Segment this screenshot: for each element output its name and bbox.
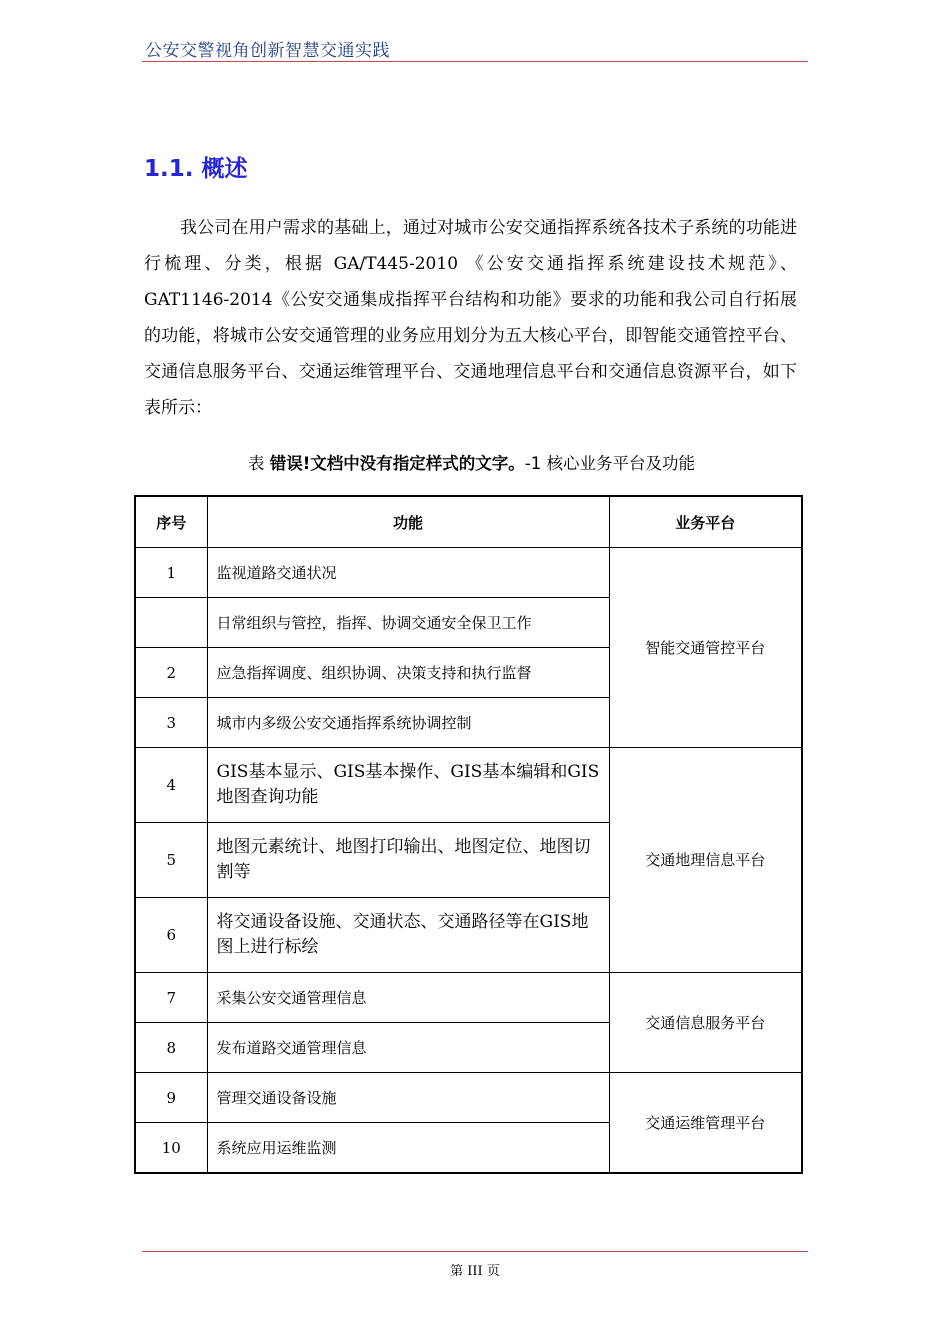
header-function: 功能 <box>207 496 609 548</box>
caption-prefix: 表 <box>248 454 270 473</box>
row-function: 将交通设备设施、交通状态、交通路径等在GIS地图上进行标绘 <box>207 898 609 973</box>
table-header-row <box>135 496 802 548</box>
row-function: 城市内多级公安交通指挥系统协调控制 <box>207 698 609 748</box>
platform-cell: 交通地理信息平台 <box>609 748 802 973</box>
row-index <box>135 598 207 648</box>
caption-error-text: 错误!文档中没有指定样式的文字。 <box>269 454 525 473</box>
platform-cell: 智能交通管控平台 <box>609 548 802 748</box>
row-function: 日常组织与管控，指挥、协调交通安全保卫工作 <box>207 598 609 648</box>
body-paragraph: 我公司在用户需求的基础上，通过对城市公安交通指挥系统各技术子系统的功能进行梳理、分类，根据 GA/T445-2010 《公安交通指挥系统建设技术规范》、GAT1146-2014《公安交通集成指挥平台结构和功能》要求的功能和我公司自行拓展的功能，将城市公安交通管理的业务应用划分为五大核心平台，即智能交通管控平台、交通信息服务平台、交通运维管理平台、交通地理信息平台和交通信息资源平台，如下表所示： <box>144 218 797 418</box>
platform-cell: 交通信息服务平台 <box>609 973 802 1073</box>
section-heading: 1.1. 概述 <box>144 156 248 182</box>
row-index: 8 <box>135 1023 207 1073</box>
table-caption <box>248 450 695 474</box>
header-index: 序号 <box>135 496 207 548</box>
table-row <box>135 1073 802 1123</box>
header-platform: 业务平台 <box>609 496 802 548</box>
row-index: 1 <box>135 548 207 598</box>
row-index: 3 <box>135 698 207 748</box>
row-function: 应急指挥调度、组织协调、决策支持和执行监督 <box>207 648 609 698</box>
row-function: 监视道路交通状况 <box>207 548 609 598</box>
footer-rule <box>142 1251 808 1252</box>
row-index: 10 <box>135 1123 207 1174</box>
page-number: 第 III 页 <box>450 1264 500 1279</box>
page-header <box>142 34 808 62</box>
row-function: 发布道路交通管理信息 <box>207 1023 609 1073</box>
row-function: GIS基本显示、GIS基本操作、GIS基本编辑和GIS地图查询功能 <box>207 748 609 823</box>
row-index: 4 <box>135 748 207 823</box>
row-index: 9 <box>135 1073 207 1123</box>
platform-table <box>134 495 803 1174</box>
row-index: 7 <box>135 973 207 1023</box>
row-index: 2 <box>135 648 207 698</box>
row-function: 地图元素统计、地图打印输出、地图定位、地图切割等 <box>207 823 609 898</box>
row-function: 管理交通设备设施 <box>207 1073 609 1123</box>
row-function: 采集公安交通管理信息 <box>207 973 609 1023</box>
caption-number: -1 <box>524 454 542 473</box>
table-row <box>135 748 802 823</box>
row-index: 5 <box>135 823 207 898</box>
header-title: 公安交警视角创新智慧交通实践 <box>145 41 390 61</box>
row-function: 系统应用运维监测 <box>207 1123 609 1174</box>
platform-cell: 交通运维管理平台 <box>609 1073 802 1174</box>
row-index: 6 <box>135 898 207 973</box>
table-row <box>135 548 802 598</box>
table-row <box>135 973 802 1023</box>
caption-title: 核心业务平台及功能 <box>541 454 695 473</box>
